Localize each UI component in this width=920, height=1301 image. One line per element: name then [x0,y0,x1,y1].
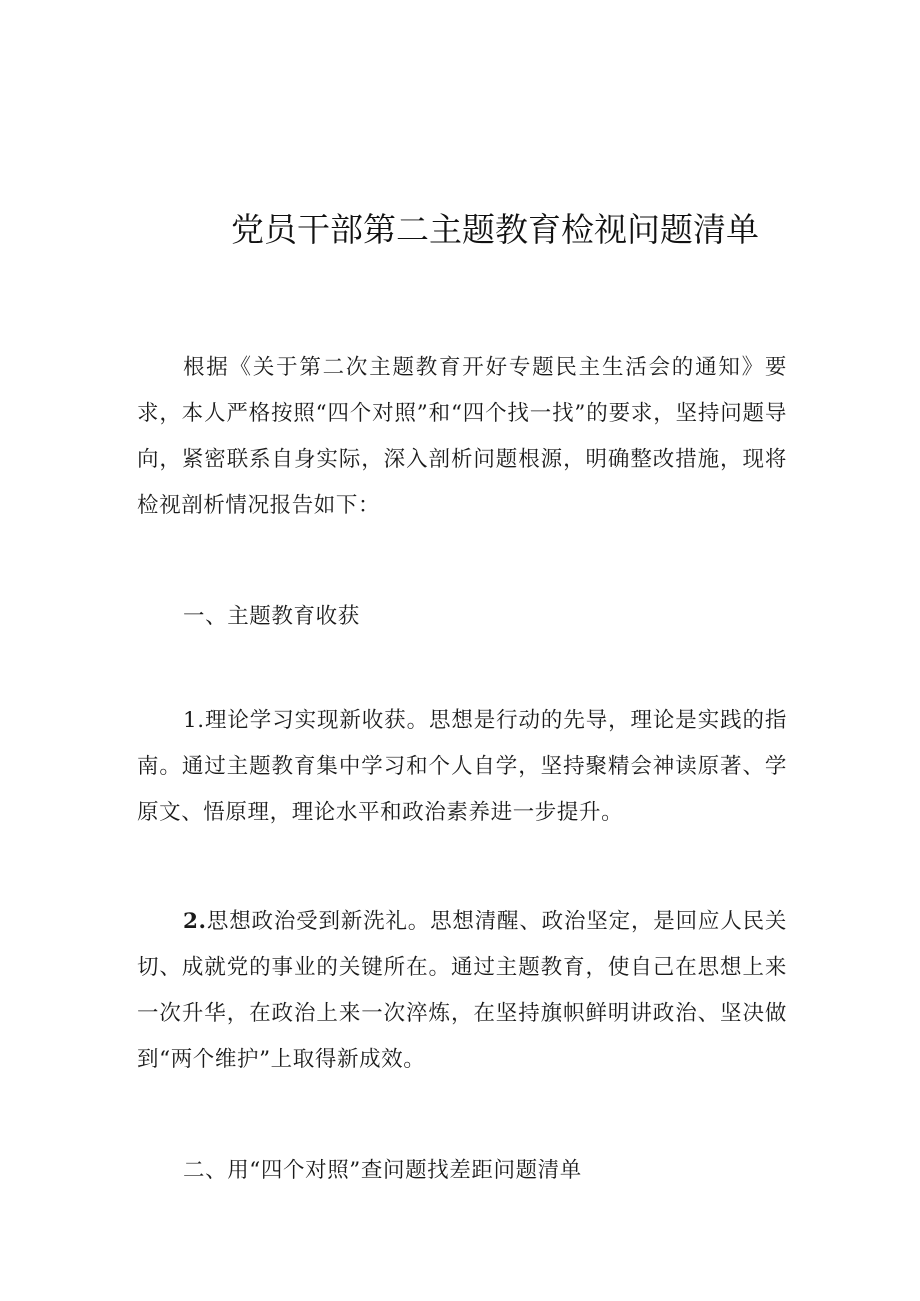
item-2-text: 思想政治受到新洗礼。思想清醒、政治坚定，是回应人民关切、成就党的事业的关键所在。通过主题教育，使自己在思想上来一次升华，在政治上来一次淬炼，在坚持旗帜鲜明讲政治、坚决做到“两个维护”上取得新成效。 [137,909,787,1072]
section-heading-2: 二、用“四个对照”查问题找差距问题清单 [183,1158,582,1183]
item-paragraph-1: 1.理论学习实现新收获。思想是行动的先导，理论是实践的指南。通过主题教育集中学习和个人自学，坚持聚精会神读原著、学原文、悟原理，理论水平和政治素养进一步提升。 [137,708,787,825]
item-2-number: 2. [183,909,207,934]
section-heading-1: 一、主题教育收获 [183,604,360,629]
item-paragraph-2 [137,899,787,1083]
intro-paragraph: 根据《关于第二次主题教育开好专题民主生活会的通知》要求，本人严格按照“四个对照”和“四个找一找”的要求，坚持问题导向，紧密联系自身实际，深入剖析问题根源，明确整改措施，现将检视剖析情况报告如下： [137,355,787,518]
document-title: 党员干部第二主题教育检视问题清单 [231,210,759,249]
